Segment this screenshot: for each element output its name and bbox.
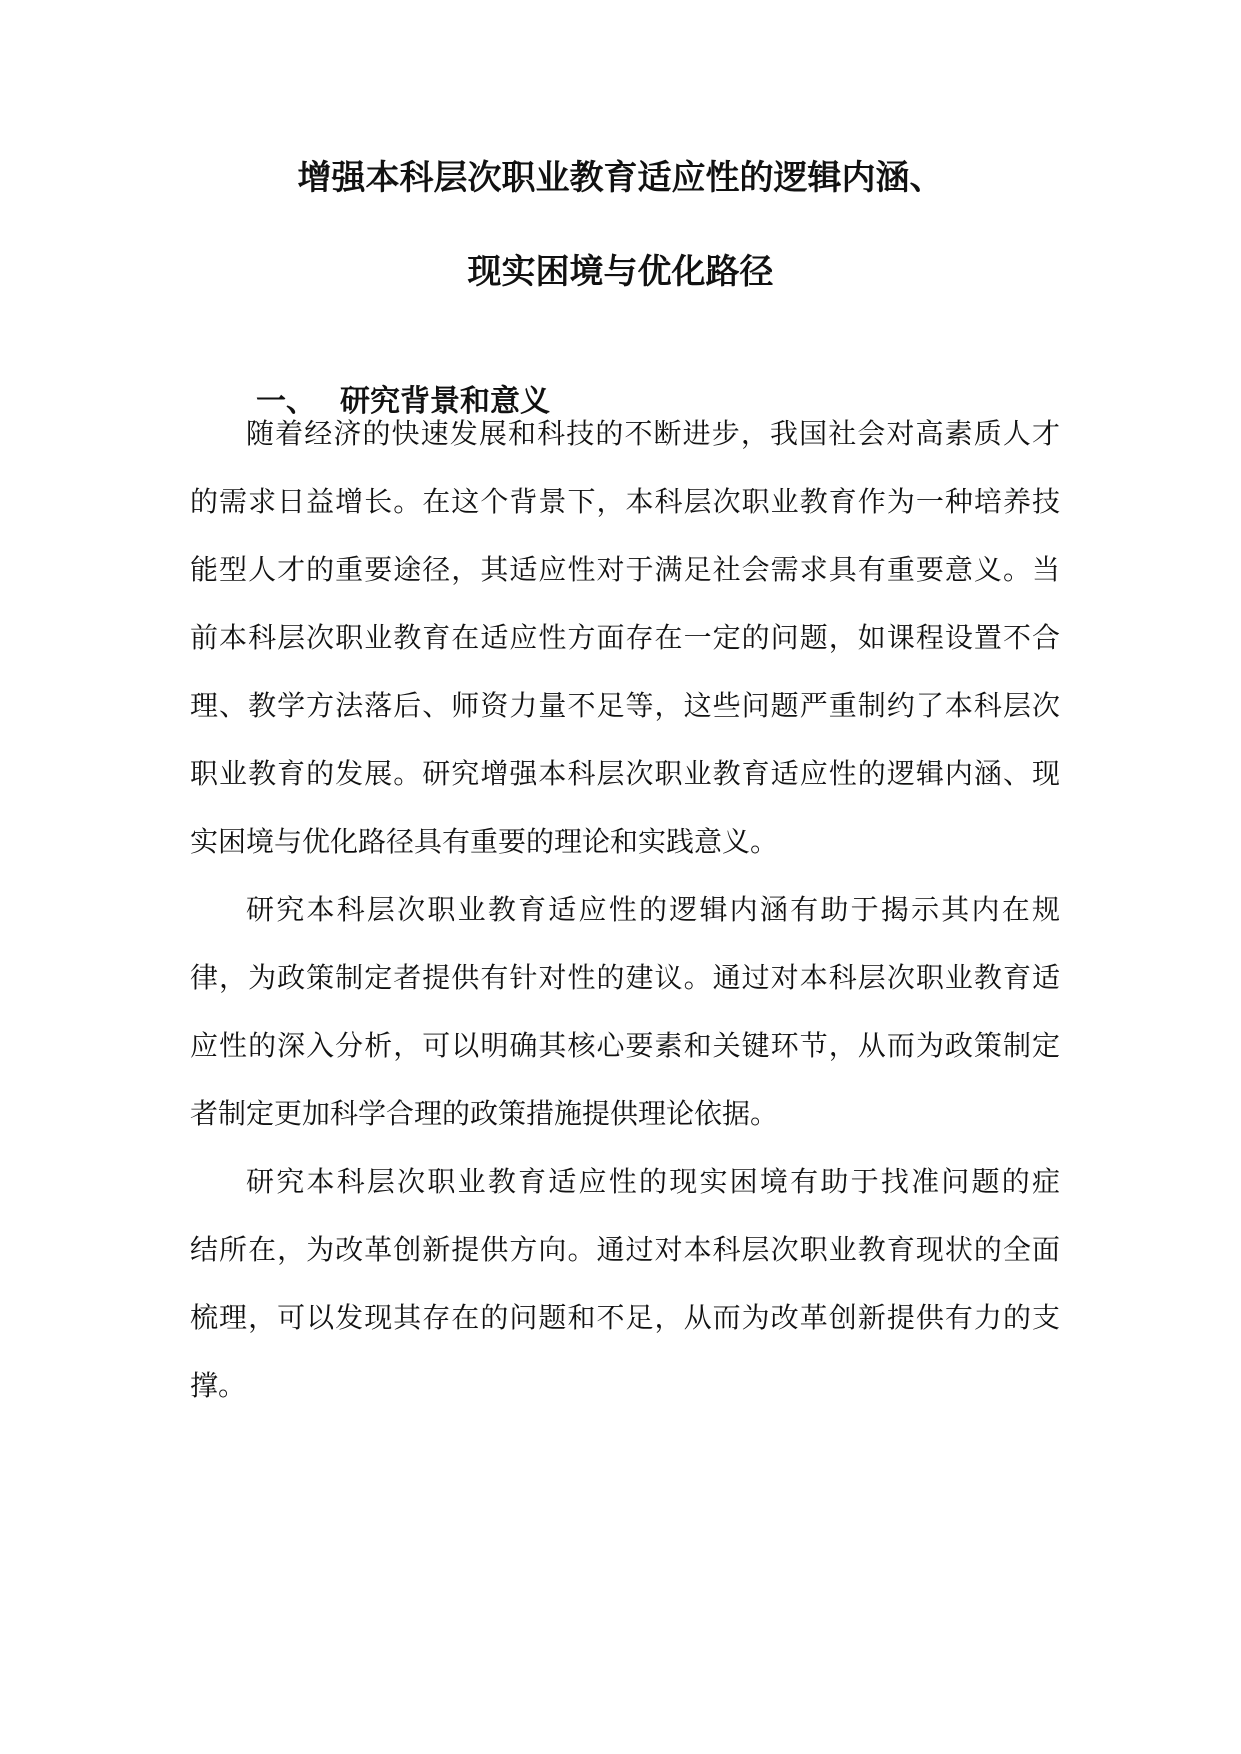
paragraph-line: 者制定更加科学合理的政策措施提供理论依据。 — [190, 1097, 779, 1130]
paragraph-line: 随着经济的快速发展和科技的不断进步，我国社会对高素质人才 — [246, 417, 1060, 450]
paragraph-line: 梳理，可以发现其存在的问题和不足，从而为改革创新提供有力的支 — [190, 1301, 1060, 1334]
paragraph-line: 结所在，为改革创新提供方向。通过对本科层次职业教育现状的全面 — [190, 1233, 1060, 1266]
paragraph-line: 实困境与优化路径具有重要的理论和实践意义。 — [190, 825, 779, 858]
section-title: 研究背景和意义 — [340, 384, 550, 419]
paragraph-line: 应性的深入分析，可以明确其核心要素和关键环节，从而为政策制定 — [190, 1029, 1060, 1062]
paragraph-line: 理、教学方法落后、师资力量不足等，这些问题严重制约了本科层次 — [190, 689, 1060, 722]
paragraph-line: 前本科层次职业教育在适应性方面存在一定的问题，如课程设置不合 — [190, 621, 1060, 654]
document-title-line-2: 现实困境与优化路径 — [467, 252, 774, 292]
document-title-line-1: 增强本科层次职业教育适应性的逻辑内涵、 — [297, 158, 944, 198]
paragraph-line: 研究本科层次职业教育适应性的现实困境有助于找准问题的症 — [246, 1165, 1060, 1198]
paragraph-line: 律，为政策制定者提供有针对性的建议。通过对本科层次职业教育适 — [190, 961, 1060, 994]
section-number: 一、 — [256, 384, 316, 419]
paragraph-line: 能型人才的重要途径，其适应性对于满足社会需求具有重要意义。当 — [190, 553, 1060, 586]
paragraph-line: 研究本科层次职业教育适应性的逻辑内涵有助于揭示其内在规 — [246, 893, 1060, 926]
paragraph-line: 的需求日益增长。在这个背景下，本科层次职业教育作为一种培养技 — [190, 485, 1060, 518]
paragraph-line: 职业教育的发展。研究增强本科层次职业教育适应性的逻辑内涵、现 — [190, 757, 1060, 790]
paragraph-line: 撑。 — [190, 1369, 247, 1402]
